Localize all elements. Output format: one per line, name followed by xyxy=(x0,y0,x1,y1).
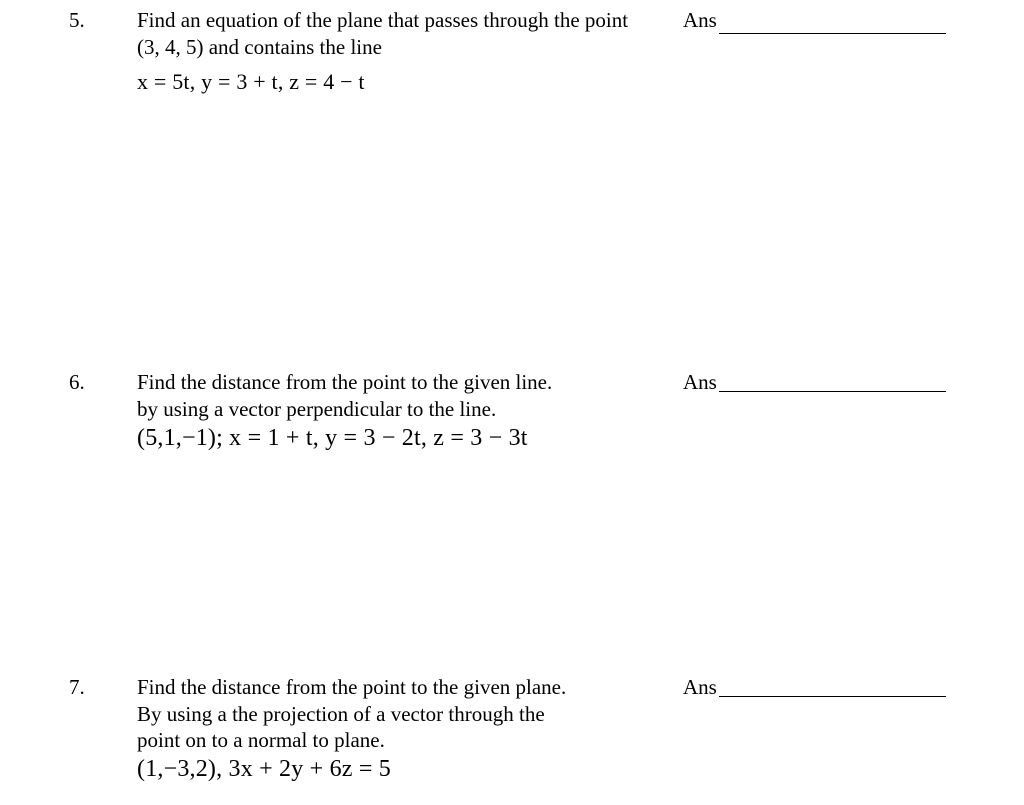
problem-math: x = 5t, y = 3 + t, z = 4 − t xyxy=(137,69,365,94)
problem-text-line: Find the distance from the point to the given plane. xyxy=(137,675,567,699)
problem-number: 5. xyxy=(69,8,85,32)
problem-math: (5,1,−1); x = 1 + t, y = 3 − 2t, z = 3 − 3t xyxy=(137,425,528,451)
problem-math: (1,−3,2), 3x + 2y + 6z = 5 xyxy=(137,756,391,782)
answer-line[interactable] xyxy=(719,391,946,392)
problem-number: 6. xyxy=(69,370,85,394)
problem-text-line: Find an equation of the plane that passes through the point xyxy=(137,8,629,32)
problem-text-line: (3, 4, 5) and contains the line xyxy=(137,35,382,59)
problem-number: 7. xyxy=(69,675,85,699)
answer-label: Ans xyxy=(683,8,717,32)
problem-text-line: By using a the projection of a vector through the xyxy=(137,702,545,726)
answer-label: Ans xyxy=(683,370,717,394)
answer-label: Ans xyxy=(683,675,717,699)
answer-line[interactable] xyxy=(719,696,946,697)
problem-text-line: by using a vector perpendicular to the line. xyxy=(137,397,497,421)
answer-line[interactable] xyxy=(719,33,946,34)
problem-text-line: point on to a normal to plane. xyxy=(137,728,385,752)
problem-text-line: Find the distance from the point to the given line. xyxy=(137,370,553,394)
